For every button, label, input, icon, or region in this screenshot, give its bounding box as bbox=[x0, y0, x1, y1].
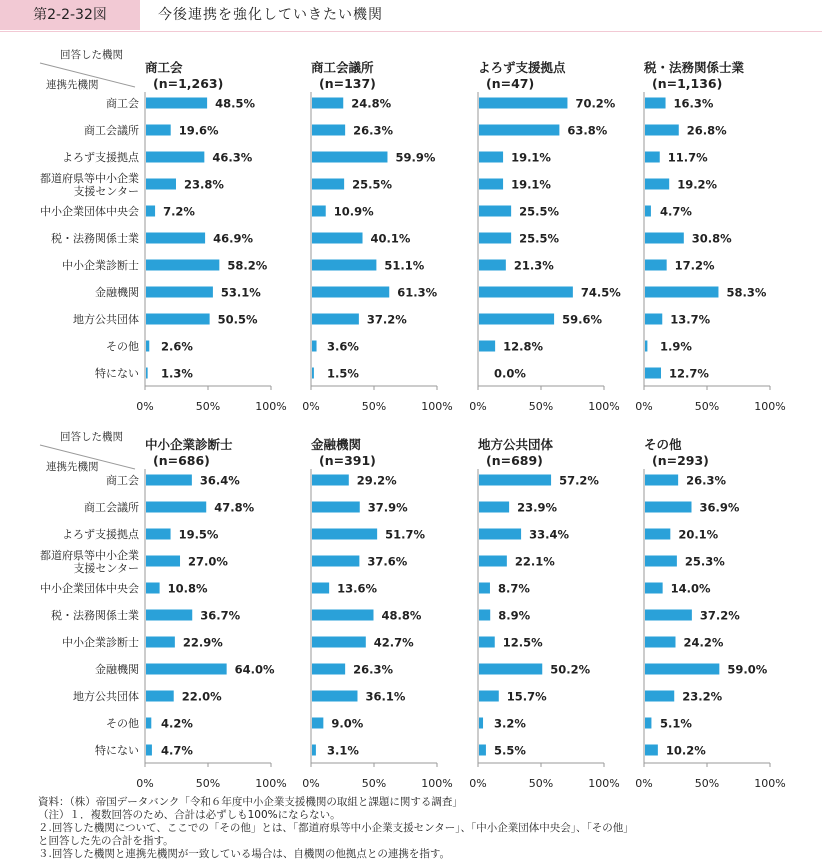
data-label: 37.2% bbox=[366, 312, 407, 327]
panel-title: よろず支援拠点 bbox=[478, 60, 566, 75]
bar bbox=[479, 529, 521, 540]
bar bbox=[645, 583, 663, 594]
bar bbox=[312, 556, 359, 567]
data-label: 74.5% bbox=[580, 285, 621, 300]
bar bbox=[312, 664, 345, 675]
data-label: 26.3% bbox=[686, 473, 727, 488]
data-label: 16.3% bbox=[673, 96, 714, 111]
category-label: 中小企業診断士 bbox=[62, 259, 139, 272]
panel-title: 中小企業診断士 bbox=[145, 437, 233, 452]
bar bbox=[479, 206, 511, 217]
data-label: 3.6% bbox=[327, 339, 359, 354]
x-tick-label: 100% bbox=[588, 777, 620, 790]
x-tick-label: 100% bbox=[421, 400, 453, 413]
note-line: （注）１．複数回答のため、合計は必ずしも100%にならない。 bbox=[38, 809, 341, 821]
x-tick-label: 0% bbox=[469, 400, 487, 413]
data-label: 25.5% bbox=[352, 177, 393, 192]
bar bbox=[479, 152, 503, 163]
bar bbox=[645, 529, 670, 540]
data-label: 58.3% bbox=[726, 285, 767, 300]
data-label: 48.5% bbox=[215, 96, 256, 111]
data-label: 3.1% bbox=[327, 743, 359, 758]
x-tick-label: 50% bbox=[361, 777, 387, 790]
panel-title: 商工会 bbox=[145, 60, 183, 75]
x-tick-label: 0% bbox=[635, 777, 653, 790]
bar bbox=[645, 314, 662, 325]
bar bbox=[479, 610, 490, 621]
data-label: 40.1% bbox=[370, 231, 411, 246]
data-label: 26.3% bbox=[353, 662, 394, 677]
x-tick-label: 100% bbox=[588, 400, 620, 413]
data-label: 5.1% bbox=[660, 716, 692, 731]
bar bbox=[645, 664, 719, 675]
data-label: 21.3% bbox=[513, 258, 554, 273]
bar bbox=[479, 125, 559, 136]
data-label: 13.6% bbox=[337, 581, 378, 596]
x-tick-label: 0% bbox=[635, 400, 653, 413]
bar bbox=[645, 502, 691, 513]
bar bbox=[312, 314, 359, 325]
data-label: 8.9% bbox=[498, 608, 531, 623]
data-label: 61.3% bbox=[397, 285, 438, 300]
bar bbox=[312, 287, 389, 298]
category-label: 中小企業団体中央会 bbox=[40, 205, 139, 218]
panel-title: 金融機関 bbox=[311, 437, 362, 452]
note-line: と回答した先の合計を指す。 bbox=[38, 835, 174, 847]
bar bbox=[146, 125, 171, 136]
x-tick-label: 100% bbox=[421, 777, 453, 790]
data-label: 1.9% bbox=[660, 339, 692, 354]
panel-title: 商工会議所 bbox=[311, 60, 374, 75]
data-label: 14.0% bbox=[670, 581, 711, 596]
bar bbox=[479, 664, 542, 675]
figure-title: 今後連携を強化していきたい機関 bbox=[158, 7, 383, 23]
x-tick-label: 100% bbox=[255, 400, 287, 413]
bar bbox=[645, 206, 651, 217]
bar bbox=[312, 718, 323, 729]
note-line: ２.回答した機関について、ここでの「その他」とは、「都道府県等中小企業支援センター」、「中小企業団体中央会」、「その他」 bbox=[38, 822, 634, 834]
x-tick-label: 0% bbox=[302, 777, 320, 790]
bar bbox=[146, 314, 210, 325]
bar bbox=[479, 233, 511, 244]
bar bbox=[479, 314, 554, 325]
bar bbox=[645, 556, 677, 567]
bar bbox=[312, 152, 387, 163]
bar bbox=[146, 745, 152, 756]
category-label: よろず支援拠点 bbox=[62, 528, 139, 541]
bar bbox=[645, 152, 660, 163]
data-label: 20.1% bbox=[678, 527, 719, 542]
x-tick-label: 50% bbox=[361, 400, 387, 413]
data-label: 12.5% bbox=[502, 635, 543, 650]
bar bbox=[146, 179, 176, 190]
bar bbox=[479, 556, 507, 567]
data-label: 1.3% bbox=[161, 366, 193, 381]
x-tick-label: 0% bbox=[469, 777, 487, 790]
data-label: 12.8% bbox=[503, 339, 544, 354]
bar bbox=[312, 475, 349, 486]
x-tick-label: 50% bbox=[528, 777, 554, 790]
corner-label-partner: 連携先機関 bbox=[46, 461, 99, 473]
x-tick-label: 50% bbox=[694, 777, 720, 790]
data-label: 36.9% bbox=[699, 500, 740, 515]
bar bbox=[146, 368, 148, 379]
category-label: 都道府県等中小企業 bbox=[40, 172, 139, 185]
corner-label-responder: 回答した機関 bbox=[60, 431, 123, 443]
panel-title: 地方公共団体 bbox=[478, 437, 554, 452]
category-label: 地方公共団体 bbox=[73, 690, 139, 703]
data-label: 50.5% bbox=[217, 312, 258, 327]
bar bbox=[312, 610, 373, 621]
bar bbox=[146, 287, 213, 298]
data-label: 59.6% bbox=[562, 312, 603, 327]
bar bbox=[146, 664, 227, 675]
x-tick-label: 0% bbox=[302, 400, 320, 413]
data-label: 23.2% bbox=[682, 689, 723, 704]
bar bbox=[645, 98, 666, 109]
panel-n: (n=686) bbox=[153, 453, 210, 468]
data-label: 10.9% bbox=[333, 204, 374, 219]
bar bbox=[146, 583, 160, 594]
bar bbox=[146, 610, 192, 621]
bar bbox=[645, 341, 647, 352]
bar bbox=[479, 475, 551, 486]
bar bbox=[146, 341, 149, 352]
x-tick-label: 100% bbox=[754, 777, 786, 790]
bar bbox=[645, 637, 675, 648]
bar bbox=[479, 341, 495, 352]
data-label: 10.2% bbox=[665, 743, 706, 758]
bar bbox=[312, 233, 363, 244]
category-label: その他 bbox=[106, 340, 139, 353]
category-label: 金融機関 bbox=[95, 663, 139, 676]
category-label: 商工会議所 bbox=[84, 124, 139, 137]
bar bbox=[312, 691, 357, 702]
panel-n: (n=689) bbox=[486, 453, 543, 468]
category-label: 特にない bbox=[95, 367, 139, 380]
category-label: 中小企業診断士 bbox=[62, 636, 139, 649]
data-label: 26.3% bbox=[353, 123, 394, 138]
data-label: 4.2% bbox=[161, 716, 193, 731]
data-label: 2.6% bbox=[161, 339, 193, 354]
panel-n: (n=1,136) bbox=[652, 76, 723, 91]
x-tick-label: 100% bbox=[754, 400, 786, 413]
bar bbox=[146, 718, 151, 729]
bar bbox=[312, 745, 316, 756]
bar bbox=[645, 287, 718, 298]
data-label: 10.8% bbox=[167, 581, 208, 596]
data-label: 63.8% bbox=[567, 123, 608, 138]
data-label: 24.2% bbox=[683, 635, 724, 650]
x-tick-label: 50% bbox=[195, 777, 221, 790]
data-label: 15.7% bbox=[506, 689, 547, 704]
data-label: 19.6% bbox=[178, 123, 219, 138]
bar bbox=[146, 475, 192, 486]
data-label: 57.2% bbox=[559, 473, 599, 488]
bar bbox=[479, 260, 506, 271]
category-label: よろず支援拠点 bbox=[62, 151, 139, 164]
category-label: 税・法務関係士業 bbox=[51, 232, 139, 245]
x-tick-label: 0% bbox=[136, 777, 154, 790]
category-label: その他 bbox=[106, 717, 139, 730]
data-label: 29.2% bbox=[356, 473, 397, 488]
data-label: 22.0% bbox=[181, 689, 222, 704]
x-tick-label: 50% bbox=[528, 400, 554, 413]
bar bbox=[312, 502, 360, 513]
bar bbox=[146, 233, 205, 244]
data-label: 59.9% bbox=[395, 150, 436, 165]
data-label: 25.5% bbox=[519, 204, 560, 219]
category-label: 特にない bbox=[95, 744, 139, 757]
data-label: 33.4% bbox=[529, 527, 569, 542]
bar bbox=[312, 583, 329, 594]
data-label: 51.1% bbox=[384, 258, 425, 273]
bar bbox=[312, 206, 326, 217]
data-label: 26.8% bbox=[686, 123, 727, 138]
data-label: 58.2% bbox=[227, 258, 268, 273]
category-label: 中小企業団体中央会 bbox=[40, 582, 139, 595]
data-label: 53.1% bbox=[220, 285, 261, 300]
bar bbox=[312, 368, 314, 379]
data-label: 36.4% bbox=[199, 473, 240, 488]
note-line: 資料：（株）帝国データバンク「令和６年度中小企業支援機関の取組と課題に関する調査」 bbox=[38, 796, 463, 808]
data-label: 22.9% bbox=[182, 635, 223, 650]
bar bbox=[479, 287, 573, 298]
bar bbox=[645, 745, 658, 756]
data-label: 4.7% bbox=[161, 743, 193, 758]
data-label: 17.2% bbox=[674, 258, 715, 273]
data-label: 30.8% bbox=[691, 231, 732, 246]
data-label: 5.5% bbox=[494, 743, 526, 758]
bar bbox=[312, 179, 344, 190]
data-label: 19.2% bbox=[677, 177, 718, 192]
panel-n: (n=47) bbox=[486, 76, 535, 91]
bar bbox=[312, 637, 366, 648]
data-label: 3.2% bbox=[494, 716, 526, 731]
bar bbox=[146, 98, 207, 109]
data-label: 46.9% bbox=[213, 231, 254, 246]
data-label: 0.0% bbox=[494, 366, 526, 381]
category-label: 支援センター bbox=[73, 185, 139, 198]
data-label: 27.0% bbox=[188, 554, 228, 569]
x-tick-label: 100% bbox=[255, 777, 287, 790]
bar bbox=[312, 98, 343, 109]
data-label: 37.2% bbox=[699, 608, 740, 623]
data-label: 36.7% bbox=[200, 608, 241, 623]
bar bbox=[645, 233, 684, 244]
data-label: 19.5% bbox=[178, 527, 219, 542]
data-label: 70.2% bbox=[575, 96, 616, 111]
bar bbox=[645, 691, 674, 702]
x-tick-label: 0% bbox=[136, 400, 154, 413]
panel-title: 税・法務関係士業 bbox=[644, 60, 745, 75]
data-label: 47.8% bbox=[214, 500, 255, 515]
data-label: 37.9% bbox=[367, 500, 408, 515]
data-label: 7.2% bbox=[163, 204, 195, 219]
bar bbox=[146, 529, 171, 540]
data-label: 23.8% bbox=[183, 177, 224, 192]
data-label: 37.6% bbox=[367, 554, 408, 569]
source-notes bbox=[38, 796, 808, 861]
bar bbox=[479, 718, 483, 729]
bar bbox=[479, 691, 499, 702]
bar bbox=[479, 98, 567, 109]
bar bbox=[146, 502, 206, 513]
bar bbox=[479, 179, 503, 190]
data-label: 13.7% bbox=[670, 312, 711, 327]
data-label: 9.0% bbox=[331, 716, 364, 731]
panel-n: (n=1,263) bbox=[153, 76, 224, 91]
data-label: 64.0% bbox=[234, 662, 275, 677]
x-tick-label: 50% bbox=[694, 400, 720, 413]
data-label: 22.1% bbox=[514, 554, 555, 569]
bar bbox=[645, 260, 667, 271]
bar bbox=[645, 475, 678, 486]
data-label: 11.7% bbox=[667, 150, 708, 165]
corner-label-partner: 連携先機関 bbox=[46, 79, 99, 91]
bar bbox=[645, 610, 692, 621]
bar bbox=[479, 583, 490, 594]
data-label: 42.7% bbox=[373, 635, 414, 650]
category-label: 都道府県等中小企業 bbox=[40, 549, 139, 562]
bar bbox=[146, 260, 219, 271]
category-label: 商工会 bbox=[106, 97, 139, 110]
corner-label-responder: 回答した機関 bbox=[60, 49, 123, 61]
data-label: 59.0% bbox=[727, 662, 768, 677]
data-label: 48.8% bbox=[381, 608, 422, 623]
data-label: 24.8% bbox=[351, 96, 392, 111]
data-label: 51.7% bbox=[385, 527, 426, 542]
bar bbox=[312, 260, 376, 271]
data-label: 19.1% bbox=[511, 177, 551, 192]
category-label: 地方公共団体 bbox=[73, 313, 139, 326]
bar bbox=[312, 529, 377, 540]
bar bbox=[146, 691, 174, 702]
bar bbox=[146, 556, 180, 567]
category-label: 税・法務関係士業 bbox=[51, 609, 139, 622]
panel-n: (n=391) bbox=[319, 453, 376, 468]
bar bbox=[479, 745, 486, 756]
bar bbox=[146, 152, 204, 163]
data-label: 1.5% bbox=[327, 366, 359, 381]
data-label: 50.2% bbox=[550, 662, 591, 677]
bar bbox=[312, 341, 317, 352]
bar bbox=[479, 637, 495, 648]
category-label: 支援センター bbox=[73, 562, 139, 575]
bar bbox=[146, 206, 155, 217]
data-label: 46.3% bbox=[212, 150, 253, 165]
bar bbox=[645, 718, 651, 729]
data-label: 25.3% bbox=[684, 554, 725, 569]
bar bbox=[479, 502, 509, 513]
bar bbox=[645, 125, 679, 136]
category-label: 商工会議所 bbox=[84, 501, 139, 514]
panel-title: その他 bbox=[644, 437, 682, 452]
bar bbox=[645, 368, 661, 379]
data-label: 8.7% bbox=[497, 581, 530, 596]
figure-label: 第2-2-32図 bbox=[0, 0, 140, 30]
bar bbox=[645, 179, 669, 190]
category-label: 商工会 bbox=[106, 474, 139, 487]
data-label: 12.7% bbox=[669, 366, 709, 381]
category-label: 金融機関 bbox=[95, 286, 139, 299]
data-label: 23.9% bbox=[517, 500, 558, 515]
x-tick-label: 50% bbox=[195, 400, 221, 413]
note-line: ３.回答した機関と連携先機関が一致している場合は、自機関の他拠点との連携を指す。 bbox=[38, 848, 450, 860]
bar bbox=[146, 637, 175, 648]
panel-n: (n=293) bbox=[652, 453, 709, 468]
bar bbox=[312, 125, 345, 136]
data-label: 25.5% bbox=[519, 231, 560, 246]
data-label: 19.1% bbox=[511, 150, 551, 165]
data-label: 36.1% bbox=[365, 689, 406, 704]
panel-n: (n=137) bbox=[319, 76, 376, 91]
data-label: 4.7% bbox=[660, 204, 692, 219]
